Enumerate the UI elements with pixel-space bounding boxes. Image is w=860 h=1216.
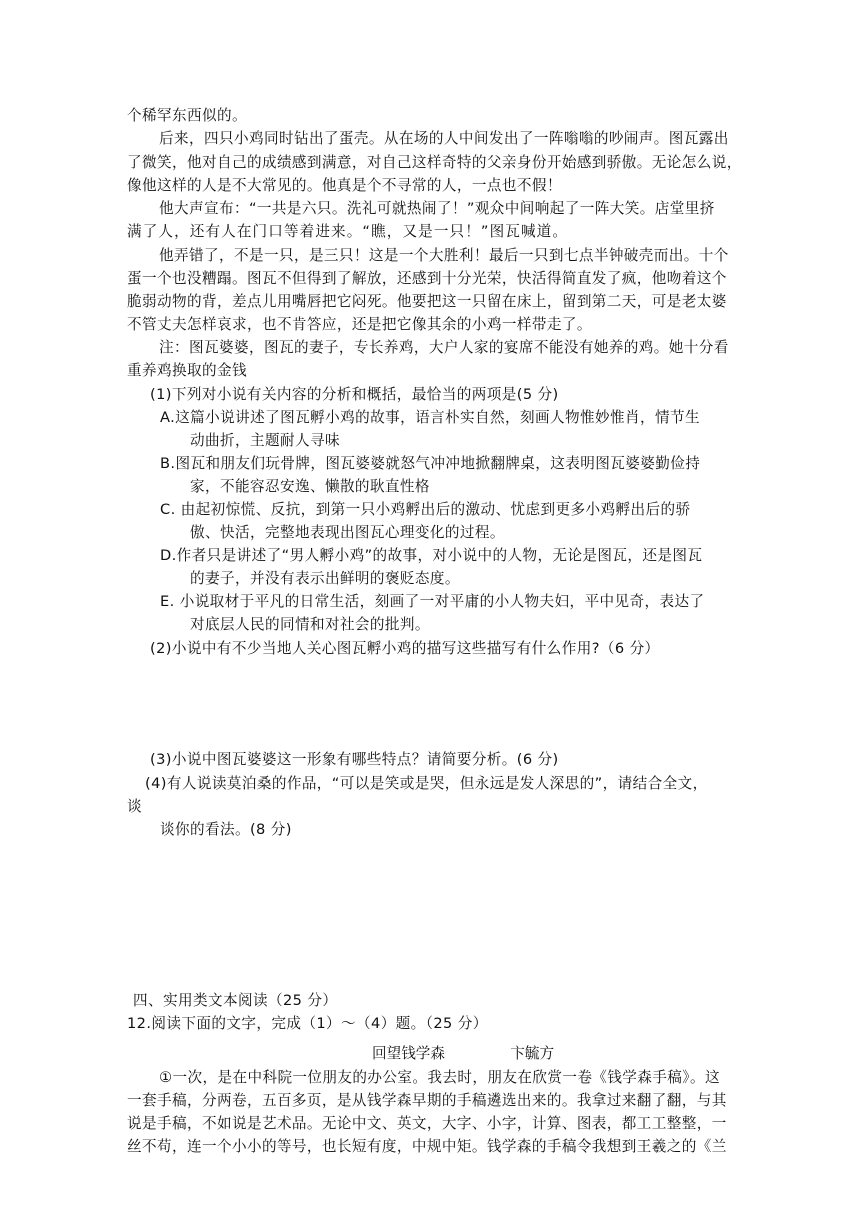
article-author: 卞毓方 <box>510 1045 555 1062</box>
novel-line: 满了人，还有人在门口等着进来。“瞧，又是一只！”图瓦喊道。 <box>127 223 569 240</box>
novel-line: 个稀罕东西似的。 <box>127 107 247 124</box>
option-c-line2: 傲、快活，完整地表现出图瓦心理变化的过程。 <box>190 524 505 541</box>
novel-line: 他弄错了，不是一只，是三只！这是一个大胜利！最后一只到七点半钟破壳而出。十个 <box>159 247 729 264</box>
option-b-line1: B.图瓦和朋友们玩骨牌，图瓦婆婆就怒气冲冲地掀翻牌桌，这表明图瓦婆婆勤俭持 <box>160 455 701 472</box>
section-instruction: 12.阅读下面的文字，完成（1）～（4）题。（25 分） <box>127 1015 488 1032</box>
question-3: (3)小说中图瓦婆婆这一形象有哪些特点？请简要分析。(6 分) <box>150 751 559 768</box>
section-heading: 四、实用类文本阅读（25 分） <box>133 992 338 1009</box>
article-title-row <box>372 1044 554 1064</box>
option-e-line1: E. 小说取材于平凡的日常生活，刻画了一对平庸的小人物夫妇，平中见奇，表达了 <box>160 593 705 610</box>
article-line: 说是手稿，不如说是艺术品。无论中文、英文，大字、小字，计算、图表，都工工整整，一 <box>127 1115 727 1132</box>
footnote-line: 注：图瓦婆婆，图瓦的妻子，专长养鸡，大户人家的宴席不能没有她养的鸡。她十分看 <box>159 339 729 356</box>
article-line: 丝不苟，连一个小小的等号，也长短有度，中规中矩。钱学森的手稿令我想到王羲之的《兰 <box>127 1138 727 1155</box>
novel-line: 后来，四只小鸡同时钻出了蛋壳。从在场的人中间发出了一阵嗡嗡的吵闹声。图瓦露出 <box>159 130 729 147</box>
novel-line: 不管丈夫怎样哀求，也不肯答应，还是把它像其余的小鸡一样带走了。 <box>127 316 592 333</box>
option-d-line2: 的妻子，并没有表示出鲜明的褒贬态度。 <box>190 570 460 587</box>
novel-line: 他大声宣布：“一共是六只。洗礼可就热闹了！”观众中间响起了一阵大笑。店堂里挤 <box>159 200 715 217</box>
article-line: 一套手稿，分两卷，五百多页，是从钱学森早期的手稿遴选出来的。我拿过来翻了翻，与其 <box>127 1092 727 1109</box>
novel-line: 脆弱动物的背，差点儿用嘴唇把它闷死。他要把这一只留在床上，留到第二天，可是老太婆 <box>127 293 727 310</box>
question-2: (2)小说中有不少当地人关心图瓦孵小鸡的描写这些描写有什么作用?（6 分） <box>150 640 660 657</box>
option-a-line2: 动曲折，主题耐人寻味 <box>190 432 340 449</box>
option-b-line2: 家，不能容忍安逸、懒散的耿直性格 <box>190 478 430 495</box>
question-4-line2: 谈 <box>127 798 142 815</box>
novel-line: 像他这样的人是不大常见的。他真是个不寻常的人，一点也不假！ <box>127 177 562 194</box>
novel-line: 了微笑，他对自己的成绩感到满意，对自己这样奇特的父亲身份开始感到骄傲。无论怎么说， <box>127 154 742 171</box>
option-a-line1: A.这篇小说讲述了图瓦孵小鸡的故事，语言朴实自然，刻画人物惟妙惟肖，情节生 <box>160 409 700 426</box>
article-line: ①一次，是在中科院一位朋友的办公室。我去时，朋友在欣赏一卷《钱学森手稿》。这 <box>159 1069 720 1086</box>
option-c-line1: C. 由起初惊慌、反抗，到第一只小鸡孵出后的激动、忧虑到更多小鸡孵出后的骄 <box>160 501 691 518</box>
footnote-line: 重养鸡换取的金钱 <box>127 362 247 379</box>
option-e-line2: 对底层人民的同情和对社会的批判。 <box>190 616 430 633</box>
novel-line: 蛋一个也没糟蹋。图瓦不但得到了解放，还感到十分光荣，快活得简直发了疯，他吻着这个 <box>127 270 727 287</box>
question-4-line3: 谈你的看法。(8 分) <box>160 821 292 838</box>
question-1: (1)下列对小说有关内容的分析和概括，最恰当的两项是(5 分) <box>150 386 559 403</box>
article-title: 回望钱学森 <box>372 1045 445 1062</box>
option-d-line1: D.作者只是讲述了“男人孵小鸡”的故事，对小说中的人物，无论是图瓦，还是图瓦 <box>160 547 703 564</box>
question-4-line1: (4)有人说读莫泊桑的作品，“可以是笑或是哭，但永远是发人深思的”，请结合全文， <box>145 775 708 792</box>
